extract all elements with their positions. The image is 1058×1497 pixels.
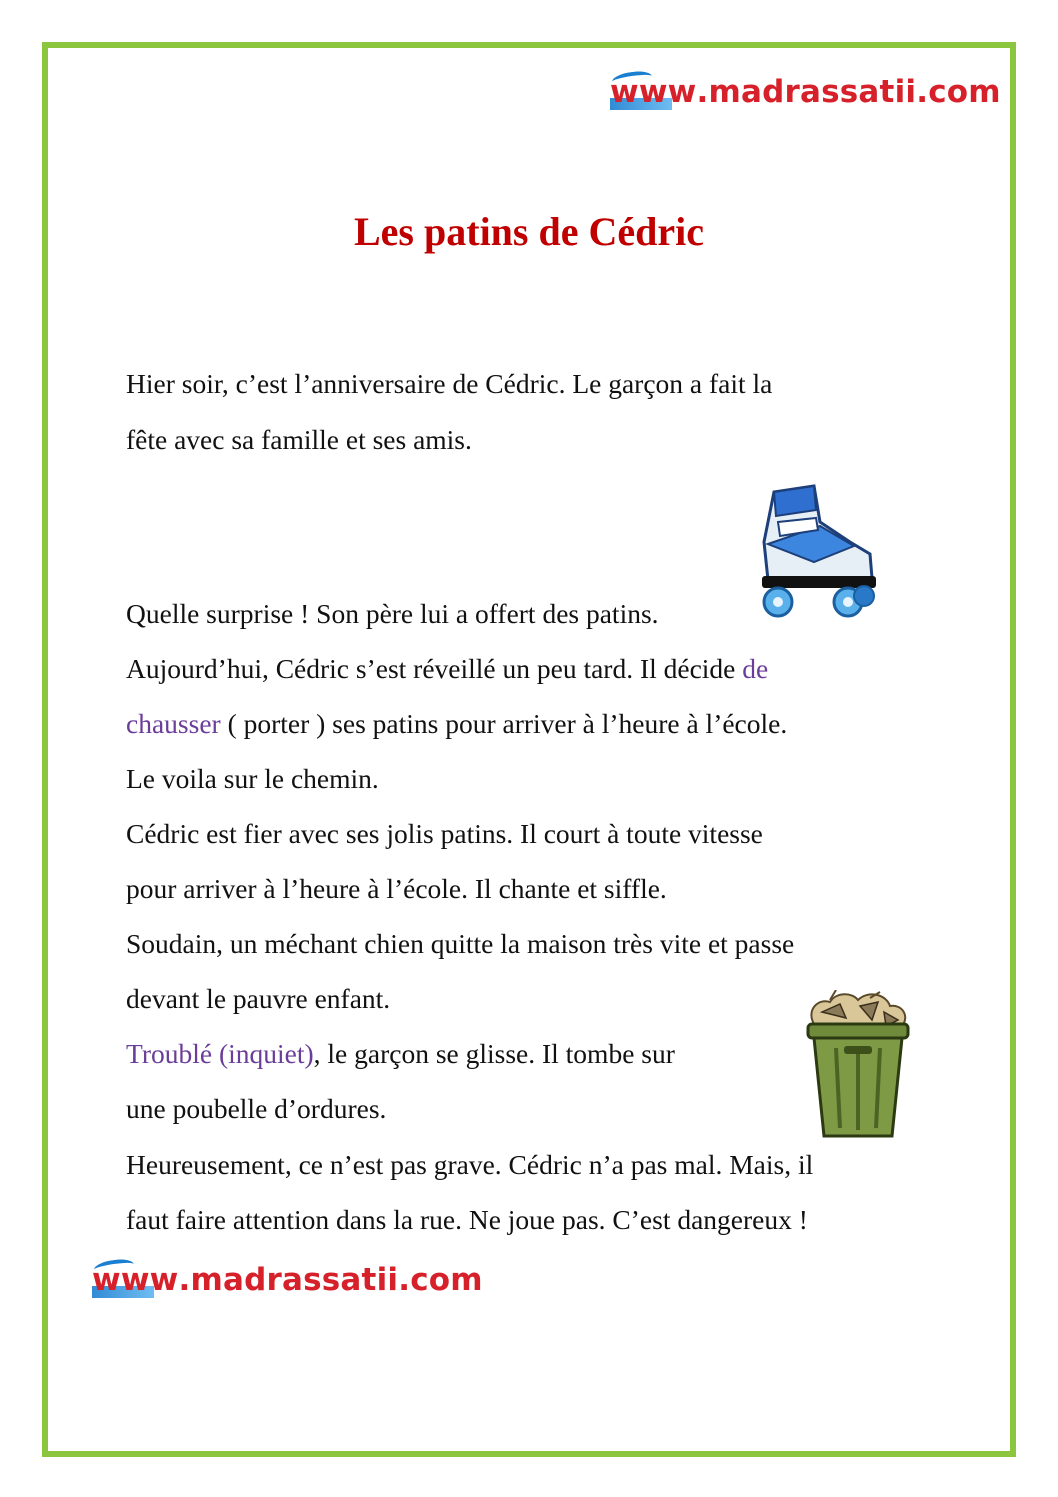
text-line-10: devant le pauvre enfant. [126,983,391,1014]
text-segment: ( porter ) ses patins pour arriver à l’heure à l’école. [220,708,788,739]
text-line-7: Cédric est fier avec ses jolis patins. Il court à toute vitesse [126,818,763,849]
text-line-1: Hier soir, c’est l’anniversaire de Cédric. Le garçon a fait la [126,368,773,399]
text-line-11 [126,1034,675,1074]
logo-domain: .madrassatii.com [178,1262,483,1298]
highlight-word: Troublé (inquiet) [126,1038,314,1069]
text-line-9: Soudain, un méchant chien quitte la maison très vite et passe [126,928,795,959]
text-segment: , le garçon se glisse. Il tombe sur [313,1038,675,1069]
logo-bottom [92,1260,483,1300]
text-line-6: Le voila sur le chemin. [126,763,379,794]
text-line-5 [126,704,787,744]
logo-top [610,72,1001,112]
text-line-2: fête avec sa famille et ses amis. [126,424,472,455]
logo-www: www [92,1262,179,1298]
text-line-12: une poubelle d’ordures. [126,1093,387,1124]
text-line-14: faut faire attention dans la rue. Ne joue pas. C’est dangereux ! [126,1204,808,1235]
highlight-word: de [742,653,769,684]
text-line-13: Heureusement, ce n’est pas grave. Cédric n’a pas mal. Mais, il [126,1149,814,1180]
text-segment: Aujourd’hui, Cédric s’est réveillé un peu tard. Il décide [126,653,743,684]
trash-bin-image [800,990,916,1142]
logo-domain: .madrassatii.com [696,74,1001,110]
highlight-word: chausser [126,708,221,739]
roller-skate-image [754,482,878,624]
text-line-4 [126,649,768,689]
page-title: Les patins de Cédric [354,209,704,254]
logo-www: www [610,74,697,110]
text-line-8: pour arriver à l’heure à l’école. Il chante et siffle. [126,873,667,904]
text-line-3: Quelle surprise ! Son père lui a offert des patins. [126,598,659,629]
